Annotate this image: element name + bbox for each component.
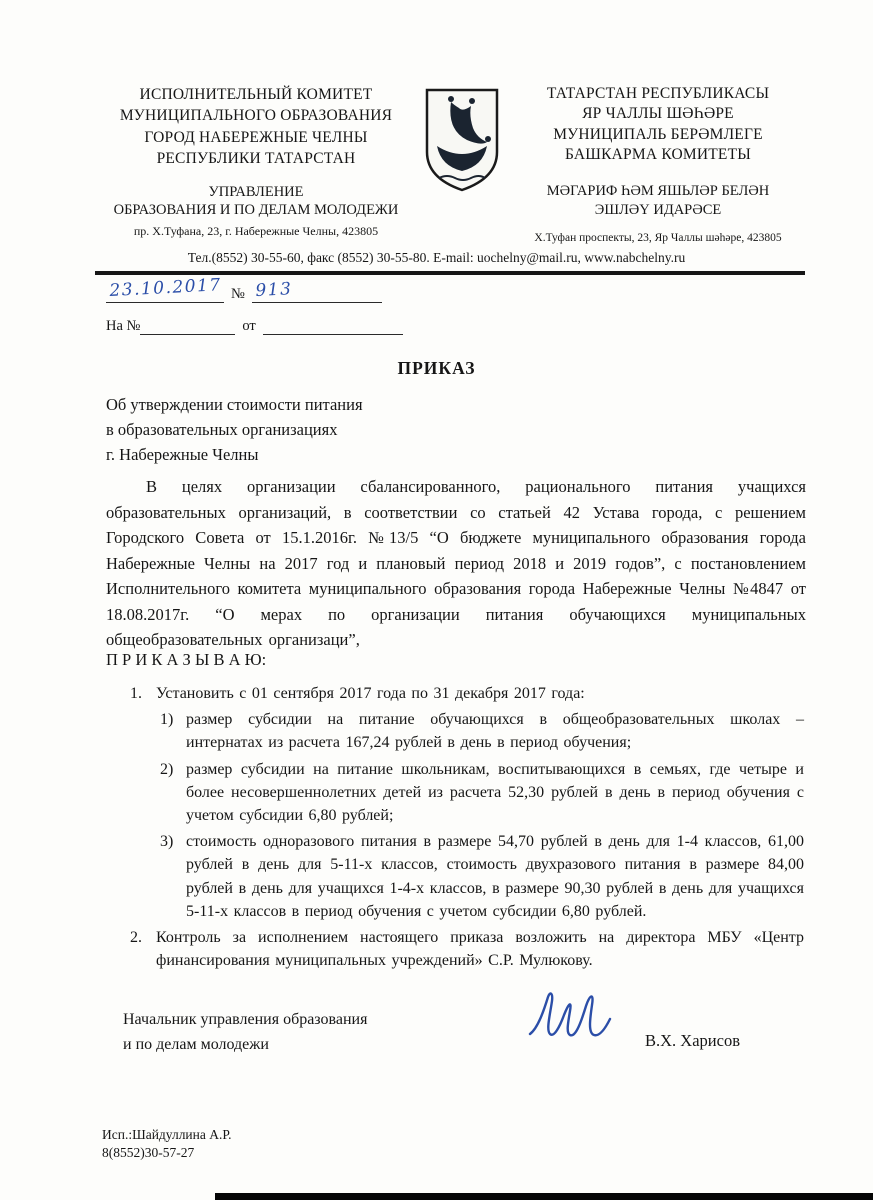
doc-number-field bbox=[252, 279, 382, 303]
list-marker: 3) bbox=[160, 833, 174, 851]
subject-line: в образовательных организациях bbox=[106, 419, 338, 439]
letterhead-right-tatar bbox=[509, 84, 807, 245]
handwritten-number: 913 bbox=[254, 279, 293, 301]
doc-title: ПРИКАЗ bbox=[397, 358, 476, 378]
org-name-line: МУНИЦИПАЛЬНОГО ОБРАЗОВАНИЯ bbox=[119, 107, 393, 125]
signatory-position bbox=[123, 1008, 367, 1058]
preamble-paragraph: В целях организации сбалансированного, рационального питания учащихся образовательных организаций, в соответствии со статьей 42 Устава города, с решением Городского Совета от 15.1.2016г. №13/5 “О бюджете муниципального образования города Набережные Челны на 2017 год и плановый период 2018 и 2019 годов”, с постановлением Исполнительного комитета муниципального образования города Набережные Челны №4847 от 18.08.2017г. “О мерах по организации питания обучающихся муниципальных общеобразовательных организаци”, bbox=[106, 477, 806, 650]
na-label: На № bbox=[106, 318, 141, 334]
list-text: Контроль за исполнением настоящего приказа возложить на директора МБУ «Центр финансирования муниципальных учреждений» С.Р. Мулюкову. bbox=[156, 928, 804, 970]
dept-line: ОБРАЗОВАНИЯ И ПО ДЕЛАМ МОЛОДЕЖИ bbox=[113, 202, 399, 219]
letterhead bbox=[95, 84, 807, 245]
address-left: пр. Х.Туфана, 23, г. Набережные Челны, 423805 bbox=[133, 224, 379, 239]
list-item bbox=[160, 758, 804, 828]
ship-emblem-icon bbox=[421, 86, 503, 194]
reply-to-row bbox=[106, 315, 403, 335]
letterhead-divider bbox=[95, 271, 805, 275]
list-text: размер субсидии на питание школьникам, воспитывающихся в семьях, где четыре и более несовершеннолетних детей из расчета 52,30 рублей в день в период обучения с учетом субсидии 6,80 рублей; bbox=[186, 760, 804, 824]
doc-subject bbox=[106, 393, 363, 467]
executor-note bbox=[102, 1126, 232, 1162]
org-name-line: ГОРОД НАБЕРЕЖНЫЕ ЧЕЛНЫ bbox=[144, 128, 368, 146]
signatory-name: В.Х. Харисов bbox=[645, 1031, 740, 1050]
department-name bbox=[509, 182, 807, 220]
org-name-line: БАШКАРМА КОМИТЕТЫ bbox=[565, 146, 751, 164]
order-verb: П Р И К А З Ы В А Ю: bbox=[106, 650, 267, 669]
department-name bbox=[95, 183, 417, 221]
ot-label: от bbox=[242, 318, 256, 334]
org-name-line: МУНИЦИПАЛЬ БЕРӘМЛЕГЕ bbox=[553, 125, 763, 143]
coat-of-arms bbox=[421, 84, 505, 199]
scan-artifact-bar bbox=[215, 1193, 873, 1200]
handwritten-date: 23.10.2017 bbox=[108, 275, 223, 301]
executor-phone: 8(8552)30-57-27 bbox=[102, 1145, 195, 1161]
doc-date-field bbox=[106, 275, 224, 303]
letterhead-left-russian bbox=[95, 84, 417, 239]
list-item bbox=[160, 708, 804, 754]
order-list bbox=[130, 682, 804, 975]
reply-number-field bbox=[140, 315, 235, 335]
list-text: стоимость одноразового питания в размере 54,70 рублей в день для 1-4 классов, 61,00 рублей в день для 5-11-х классов, стоимость двухразового питания в размере 84,00 рублей в день для учащихся 1-4-х классов, в размере 90,30 рублей в день для учащихся 5-11-х классов в период обучения с учетом субсидии 6,80 рублей. bbox=[186, 833, 804, 920]
contact-line: Тел.(8552) 30-55-60, факс (8552) 30-55-80. E-mail: uochelny@mail.ru, www.nabchelny.ru bbox=[187, 250, 686, 265]
list-text: размер субсидии на питание обучающихся в общеобразовательных школах – интернатах из расчета 167,24 рублей в день в период обучения; bbox=[186, 711, 804, 752]
position-line: Начальник управления образования bbox=[123, 1011, 368, 1028]
reference-fields bbox=[106, 275, 403, 347]
dept-line: ЭШЛӘҮ ИДАРӘСЕ bbox=[594, 201, 722, 218]
subject-line: Об утверждении стоимости питания bbox=[106, 395, 363, 414]
list-marker: 1. bbox=[130, 685, 142, 702]
date-number-row bbox=[106, 275, 403, 303]
org-name-line: ТАТАРСТАН РЕСПУБЛИКАСЫ bbox=[546, 85, 770, 102]
org-name-line: РЕСПУБЛИКИ ТАТАРСТАН bbox=[156, 150, 356, 168]
list-item bbox=[130, 926, 804, 972]
executor-name: Исп.:Шайдуллина А.Р. bbox=[102, 1127, 232, 1142]
list-marker: 1) bbox=[160, 711, 174, 729]
org-name-line: ЯР ЧАЛЛЫ ШӘҺӘРЕ bbox=[582, 105, 734, 123]
position-line: и по делам молодежи bbox=[123, 1035, 269, 1053]
address-right: Х.Туфан проспекты, 23, Яр Чаллы шәһәре, 423805 bbox=[534, 231, 782, 244]
list-item bbox=[130, 682, 804, 705]
number-sign-label: № bbox=[231, 286, 245, 302]
sub-list bbox=[160, 708, 804, 923]
list-marker: 2) bbox=[160, 760, 174, 778]
subject-line: г. Набережные Челны bbox=[106, 444, 259, 464]
dept-line: МӘГАРИФ ҺӘМ ЯШЬЛӘР БЕЛӘН bbox=[546, 182, 770, 199]
list-marker: 2. bbox=[130, 928, 142, 946]
list-text: Установить с 01 сентября 2017 года по 31 декабря 2017 года: bbox=[156, 685, 585, 702]
signature-ink-icon bbox=[524, 988, 614, 1050]
list-item bbox=[160, 830, 804, 923]
org-name-line: ИСПОЛНИТЕЛЬНЫЙ КОМИТЕТ bbox=[139, 86, 373, 103]
reply-date-field bbox=[263, 315, 403, 335]
dept-line: УПРАВЛЕНИЕ bbox=[208, 183, 304, 200]
handwritten-signature bbox=[524, 988, 614, 1055]
